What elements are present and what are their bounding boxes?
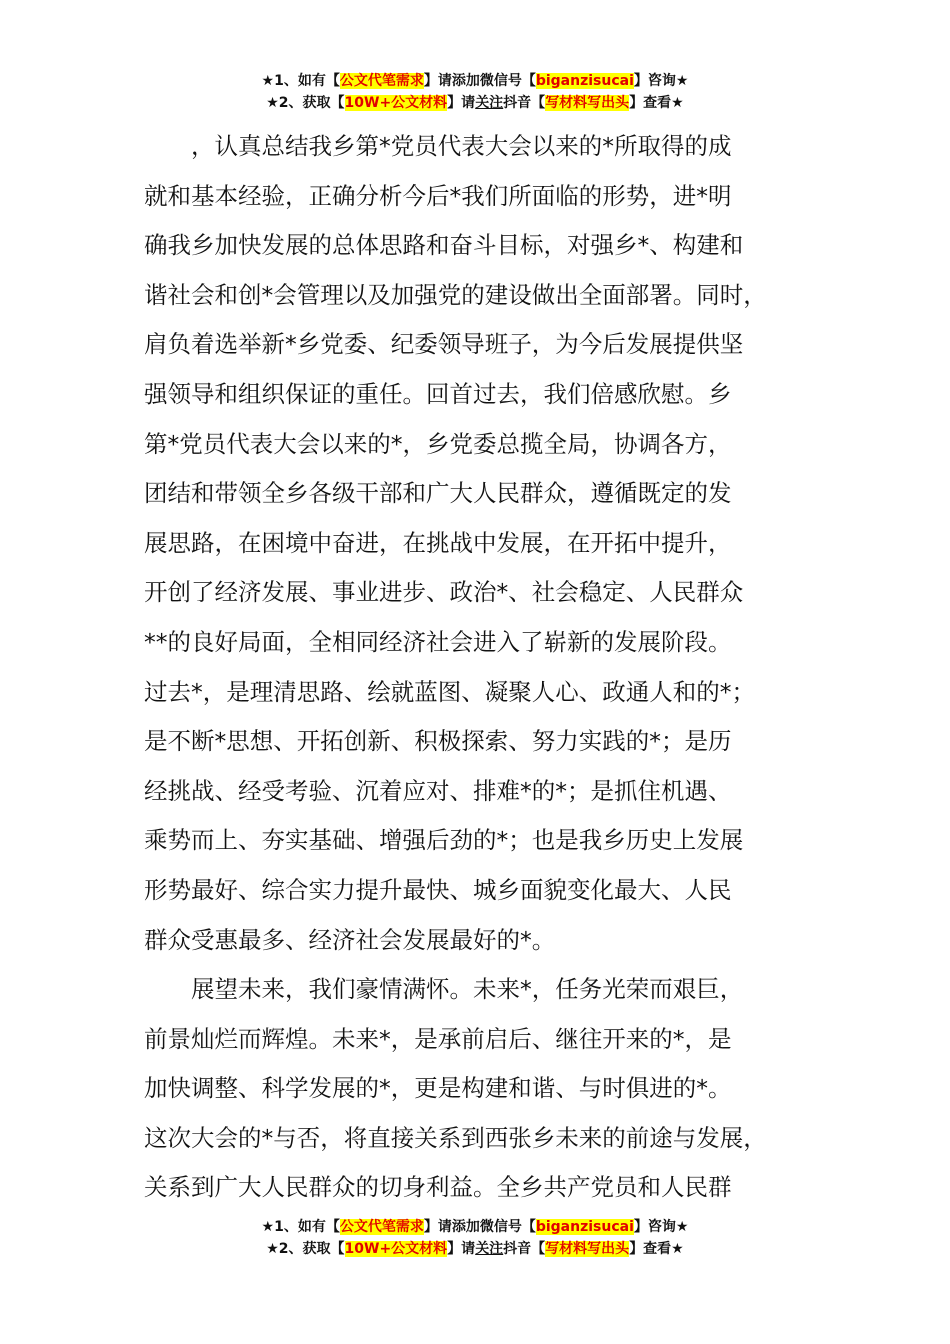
highlight-materials: 10W+公文材料: [344, 1241, 448, 1257]
header-banner: [0, 70, 950, 114]
banner-text: 】请: [423, 1219, 452, 1235]
banner-text: ★2、获取【: [266, 95, 345, 111]
body-line: 经挑战、经受考验、沉着应对、排难*的*；是抓住机遇、: [144, 776, 732, 805]
body-line: 前景灿烂而辉煌。未来*，是承前启后、继往开来的*，是: [144, 1024, 732, 1053]
body-line: 肩负着选举新*乡党委、纪委领导班子，为今后发展提供坚: [144, 330, 744, 359]
body-line: 展望未来，我们豪情满怀。未来*，任务光荣而艰巨，: [144, 975, 744, 1004]
highlight-douyin: 写材料写出头: [545, 1241, 630, 1257]
body-line: 乘势而上、夯实基础、增强后劲的*；也是我乡历史上发展: [144, 826, 744, 855]
banner-line-1: [0, 70, 950, 92]
body-line: 团结和带领全乡各级干部和广大人民群众，遵循既定的发: [144, 479, 732, 508]
highlight-wechat-id: biganzisucai: [535, 73, 634, 89]
banner-line-2: [0, 1238, 950, 1260]
banner-text: 抖音【: [503, 1241, 546, 1257]
highlight-service: 公文代笔需求: [339, 1219, 424, 1235]
body-line: 这次大会的*与否，将直接关系到西张乡未来的前途与发展，: [144, 1123, 767, 1152]
document-body: [144, 122, 834, 1213]
banner-text: 】请: [447, 1241, 476, 1257]
body-line: **的良好局面，全相同经济社会进入了崭新的发展阶段。: [144, 627, 732, 656]
body-line: 加快调整、科学发展的*，更是构建和谐、与时俱进的*。: [144, 1074, 732, 1103]
banner-text-underlined: 关注: [475, 1241, 504, 1257]
body-line: 关系到广大人民群众的切身利益。全乡共产党员和人民群: [144, 1173, 732, 1202]
banner-text: 】查看★: [629, 95, 684, 111]
banner-text: ★1、如有【: [261, 73, 340, 89]
body-line: 强领导和组织保证的重任。回首过去，我们倍感欣慰。乡: [144, 379, 732, 408]
body-line: 过去*，是理清思路、绘就蓝图、凝聚人心、政通人和的*；: [144, 677, 755, 706]
banner-text: 微信号【: [479, 1219, 536, 1235]
highlight-service: 公文代笔需求: [339, 73, 424, 89]
body-line: 展思路，在困境中奋进，在挑战中发展，在开拓中提升，: [144, 528, 732, 557]
banner-text: 】咨询★: [633, 1219, 689, 1235]
body-line: 就和基本经验，正确分析今后*我们所面临的形势，进*明: [144, 181, 732, 210]
banner-text: 】咨询★: [633, 73, 689, 89]
body-line: 是不断*思想、开拓创新、积极探索、努力实践的*；是历: [144, 727, 732, 756]
banner-text: ★2、获取【: [266, 1241, 345, 1257]
banner-text: 】查看★: [629, 1241, 684, 1257]
body-line: 开创了经济发展、事业进步、政治*、社会稳定、人民群众: [144, 578, 744, 607]
body-line: 群众受惠最多、经济社会发展最好的*。: [144, 925, 556, 954]
body-line: 谐社会和创*会管理以及加强党的建设做出全面部署。同时，: [144, 280, 767, 309]
banner-text-underlined: 关注: [475, 95, 504, 111]
banner-text: 】请: [423, 73, 452, 89]
highlight-wechat-id: biganzisucai: [535, 1219, 634, 1235]
highlight-materials: 10W+公文材料: [344, 95, 448, 111]
body-line: 确我乡加快发展的总体思路和奋斗目标，对强乡*、构建和: [144, 231, 744, 260]
highlight-douyin: 写材料写出头: [545, 95, 630, 111]
banner-line-1: [0, 1216, 950, 1238]
footer-banner: [0, 1216, 950, 1260]
body-line: ，认真总结我乡第*党员代表大会以来的*所取得的成: [144, 132, 732, 160]
banner-text: 抖音【: [503, 95, 546, 111]
body-line: 形势最好、综合实力提升最快、城乡面貌变化最大、人民: [144, 875, 732, 904]
banner-text: 】请: [447, 95, 476, 111]
banner-line-2: [0, 92, 950, 114]
banner-text-bold: 添加: [451, 73, 480, 89]
banner-text: 微信号【: [479, 73, 536, 89]
body-line: 第*党员代表大会以来的*，乡党委总揽全局，协调各方，: [144, 429, 732, 458]
banner-text-bold: 添加: [451, 1219, 480, 1235]
banner-text: ★1、如有【: [261, 1219, 340, 1235]
